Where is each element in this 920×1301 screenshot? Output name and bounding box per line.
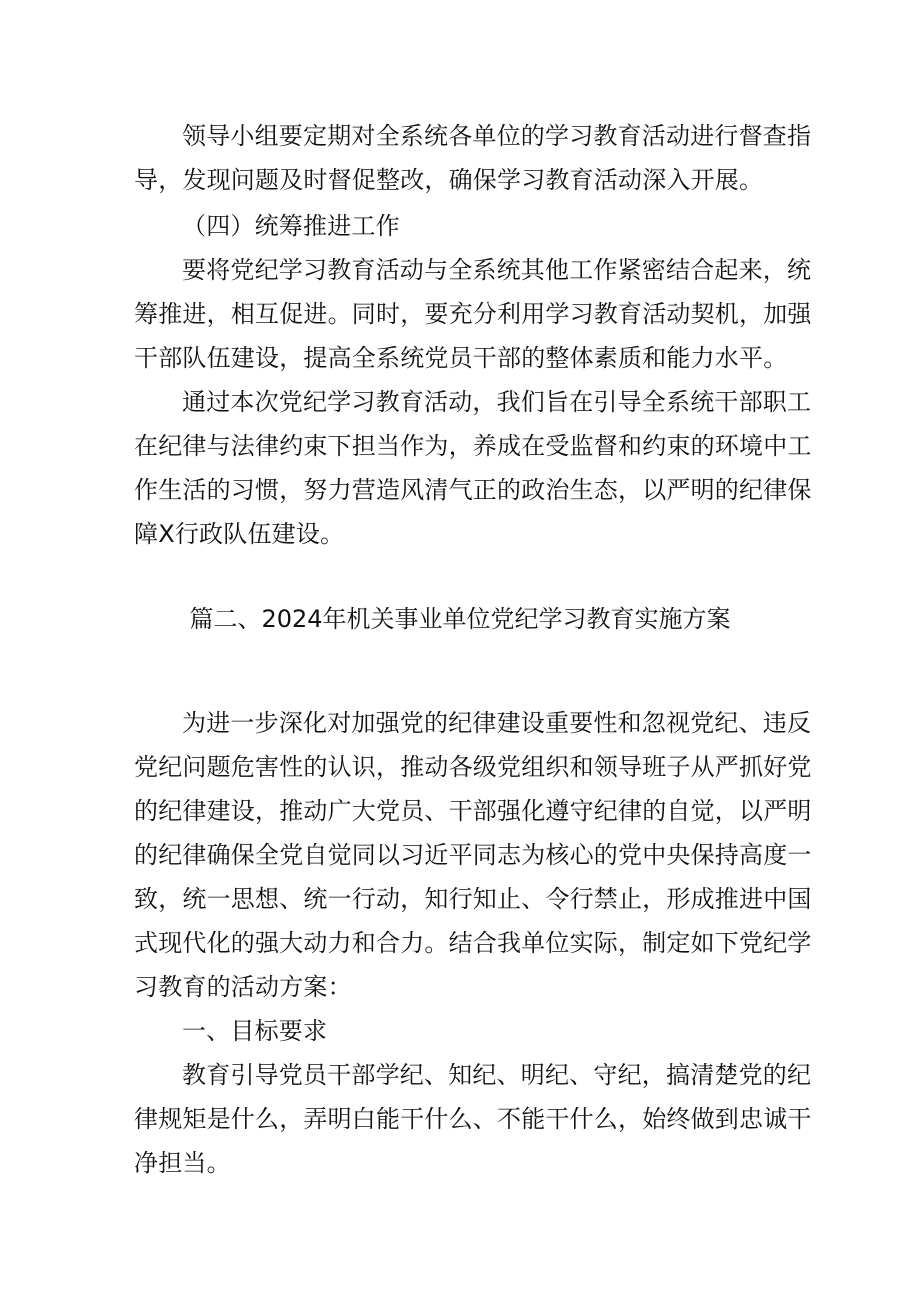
paragraph-line: 教育引导党员干部学纪、知纪、明纪、守纪，搞清楚党的纪 xyxy=(182,1061,812,1089)
paragraph-line: 律规矩是什么，弄明白能干什么、不能干什么，始终做到忠诚干 xyxy=(134,1105,812,1133)
paragraph-line: 的纪律建设，推动广大党员、干部强化遵守纪律的自觉，以严明 xyxy=(134,797,812,825)
paragraph-line: 领导小组要定期对全系统各单位的学习教育活动进行督查指 xyxy=(182,122,812,150)
paragraph-line: 作生活的习惯，努力营造风清气正的政治生态，以严明的纪律保 xyxy=(134,476,812,504)
paragraph-line: 导，发现问题及时督促整改，确保学习教育活动深入开展。 xyxy=(134,166,764,194)
paragraph-line: 的纪律确保全党自觉同以习近平同志为核心的党中央保持高度一 xyxy=(134,841,812,869)
paragraph-line: 为进一步深化对加强党的纪律建设重要性和忽视党纪、违反 xyxy=(182,709,812,737)
paragraph-line: 式现代化的强大动力和合力。结合我单位实际，制定如下党纪学 xyxy=(134,929,812,957)
paragraph-line: 党纪问题危害性的认识，推动各级党组织和领导班子从严抓好党 xyxy=(134,753,812,781)
section-heading: （四）统筹推进工作 xyxy=(182,212,400,240)
paragraph-line: 障X行政队伍建设。 xyxy=(134,520,345,548)
paragraph-line: 筹推进，相互促进。同时，要充分利用学习教育活动契机，加强 xyxy=(134,300,812,328)
paragraph-line: 干部队伍建设，提高全系统党员干部的整体素质和能力水平。 xyxy=(134,344,788,372)
document-title: 篇二、2024年机关事业单位党纪学习教育实施方案 xyxy=(189,605,731,633)
paragraph-line: 习教育的活动方案： xyxy=(134,973,352,1001)
paragraph-line: 要将党纪学习教育活动与全系统其他工作紧密结合起来，统 xyxy=(182,256,812,284)
section-heading: 一、目标要求 xyxy=(182,1017,328,1045)
paragraph-line: 在纪律与法律约束下担当作为，养成在受监督和约束的环境中工 xyxy=(134,432,812,460)
paragraph-line: 致，统一思想、统一行动，知行知止、令行禁止，形成推进中国 xyxy=(134,885,812,913)
paragraph-line: 净担当。 xyxy=(134,1149,231,1177)
paragraph-line: 通过本次党纪学习教育活动，我们旨在引导全系统干部职工 xyxy=(182,388,812,416)
